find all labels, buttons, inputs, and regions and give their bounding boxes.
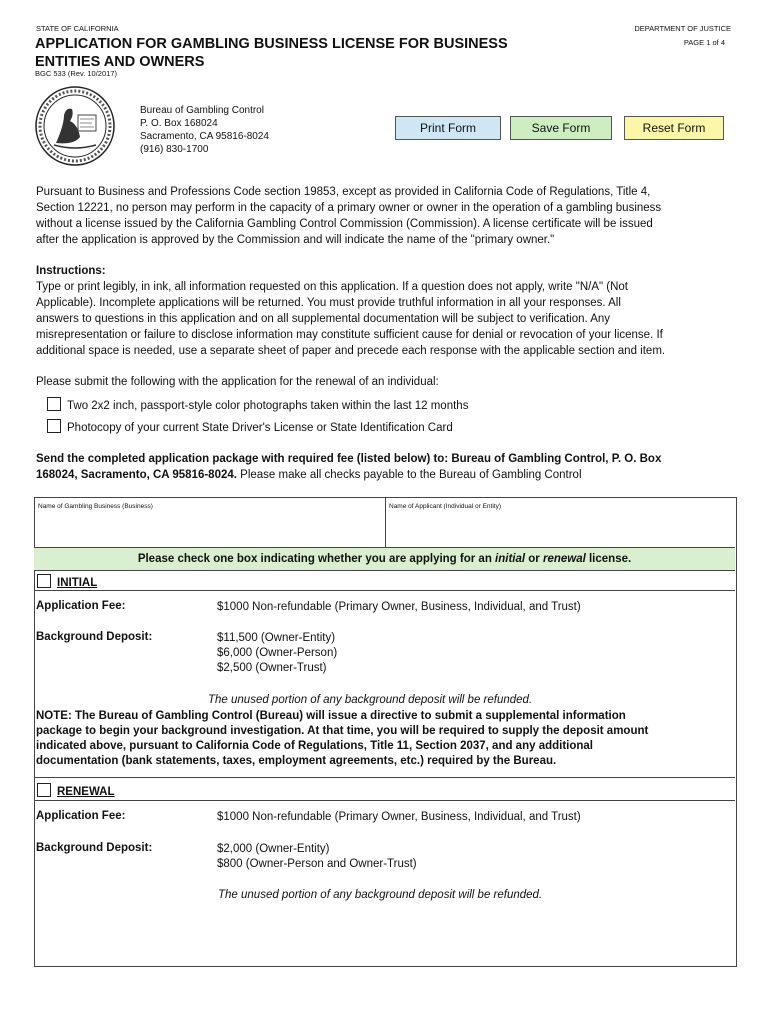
deposit-line: $2,500 (Owner-Trust): [217, 662, 327, 674]
initial-deposit-values: [217, 631, 337, 676]
renewal-app-fee-value: $1000 Non-refundable (Primary Owner, Business, Individual, and Trust): [217, 811, 581, 823]
deposit-line: $11,500 (Owner-Entity): [217, 632, 336, 644]
initial-refund-note: The unused portion of any background deposit will be refunded.: [208, 694, 533, 706]
send-instructions: [36, 451, 736, 483]
state-label: STATE OF CALIFORNIA: [36, 24, 119, 33]
submit-item-label: Photocopy of your current State Driver's License or State Identification Card: [67, 422, 453, 434]
address-line1: Bureau of Gambling Control: [140, 105, 264, 116]
initial-deposit-label: Background Deposit:: [36, 631, 153, 643]
note-line: documentation (bank statements, taxes, employment agreements, etc.) required by the Bureau.: [36, 755, 557, 767]
initial-app-fee-label: Application Fee:: [36, 600, 126, 612]
send-payable: Please make all checks payable to the Bureau of Gambling Control: [236, 469, 582, 481]
address-line4: (916) 830-1700: [140, 144, 209, 155]
banner-text: or: [525, 553, 543, 565]
page-title-line2: ENTITIES AND OWNERS: [35, 54, 205, 70]
send-line1: Send the completed application package with required fee (listed below) to: Bureau of Gambling Control, P. O. Box: [36, 453, 662, 465]
instructions-line: additional space is needed, use a separate sheet of paper and precede each response with the applicable section and item.: [36, 345, 666, 357]
reset-form-button[interactable]: Reset Form: [624, 116, 724, 140]
address-line3: Sacramento, CA 95816-8024: [140, 131, 269, 142]
submit-item-photos: [47, 397, 468, 414]
applicant-name-label: Name of Applicant (Individual or Entity): [389, 503, 501, 510]
note-line: NOTE: The Bureau of Gambling Control (Bureau) will issue a directive to submit a supplemental information: [36, 710, 626, 722]
send-line2: [36, 467, 736, 483]
deposit-line: $800 (Owner-Person and Owner-Trust): [217, 858, 417, 870]
instructions: [36, 263, 736, 359]
applicant-name-field[interactable]: [386, 498, 735, 547]
banner-initial: initial: [495, 553, 526, 565]
banner-renewal: renewal: [542, 553, 586, 565]
form-id: BGC 533 (Rev. 10/2017): [35, 69, 117, 78]
initial-app-fee-value: $1000 Non-refundable (Primary Owner, Business, Individual, and Trust): [217, 601, 581, 613]
intro-paragraph: [36, 184, 736, 248]
renewal-checkbox[interactable]: [37, 783, 51, 797]
renewal-app-fee-label: Application Fee:: [36, 810, 126, 822]
note-line: indicated above, pursuant to California Code of Regulations, Title 11, Section 2037, and any additional: [36, 740, 594, 752]
banner-text: license.: [585, 553, 632, 565]
initial-label: INITIAL: [57, 577, 98, 589]
send-address: 168024, Sacramento, CA 95816-8024.: [36, 469, 237, 481]
deposit-line: $2,000 (Owner-Entity): [217, 843, 330, 855]
submit-intro: Please submit the following with the application for the renewal of an individual:: [36, 376, 439, 388]
instructions-line: answers to questions in this application and on all supplemental documentation will be subject to verification. Any: [36, 313, 611, 325]
intro-line: Pursuant to Business and Professions Code section 19853, except as provided in California Code of Regulations, Title 4,: [36, 186, 651, 198]
deposit-line: $6,000 (Owner-Person): [217, 647, 338, 659]
renewal-deposit-label: Background Deposit:: [36, 842, 153, 854]
renewal-refund-note: The unused portion of any background deposit will be refunded.: [218, 889, 543, 901]
address-line2: P. O. Box 168024: [140, 118, 218, 129]
business-name-field[interactable]: [35, 498, 385, 547]
intro-line: after the application is approved by the Commission and will indicate the name of the "primary owner.": [36, 234, 555, 246]
business-name-label: Name of Gambling Business (Business): [38, 503, 153, 510]
bureau-address: [140, 104, 269, 156]
banner-text: Please check one box indicating whether you are applying for an: [137, 553, 496, 565]
intro-line: Section 12221, no person may perform in the capacity of a primary owner or owner in the operation of a gambling business: [36, 202, 662, 214]
submit-item-license: [47, 419, 453, 436]
instructions-line: Type or print legibly, in ink, all information requested on this application. If a question does not apply, write "N/A" (Not: [36, 281, 628, 293]
instructions-line: Applicable). Incomplete applications will be returned. You must provide truthful information in all your responses. All: [36, 297, 621, 309]
section-divider: [34, 590, 735, 591]
section-divider: [34, 800, 735, 801]
instructions-line: misrepresentation or failure to disclose information may constitute sufficient cause for denial or revocation of your license. If: [36, 329, 663, 341]
page-number: PAGE 1 of 4: [683, 38, 725, 47]
instructions-heading: Instructions:: [36, 265, 106, 277]
license-copy-checkbox[interactable]: [47, 419, 61, 433]
submit-item-label: Two 2x2 inch, passport-style color photographs taken within the last 12 months: [67, 400, 469, 412]
renewal-label: RENEWAL: [57, 786, 115, 798]
page-title: [35, 35, 508, 71]
note-line: package to begin your background investigation. At that time, you will be required to supply the deposit amount: [36, 725, 649, 737]
print-form-button[interactable]: Print Form: [395, 116, 501, 140]
photos-checkbox[interactable]: [47, 397, 61, 411]
license-type-banner: [34, 547, 735, 571]
initial-checkbox[interactable]: [37, 574, 51, 588]
page-title-line1: APPLICATION FOR GAMBLING BUSINESS LICENSE FOR BUSINESS: [35, 36, 508, 52]
renewal-option[interactable]: [37, 783, 115, 798]
state-seal-icon: [34, 85, 116, 167]
intro-line: without a license issued by the California Gambling Control Commission (Commission). A license certificate will be issued: [36, 218, 653, 230]
initial-option[interactable]: [37, 574, 97, 589]
section-divider: [34, 777, 735, 778]
save-form-button[interactable]: Save Form: [510, 116, 612, 140]
department-label: DEPARTMENT OF JUSTICE: [634, 24, 731, 33]
initial-note: [36, 709, 736, 769]
renewal-deposit-values: [217, 842, 417, 872]
